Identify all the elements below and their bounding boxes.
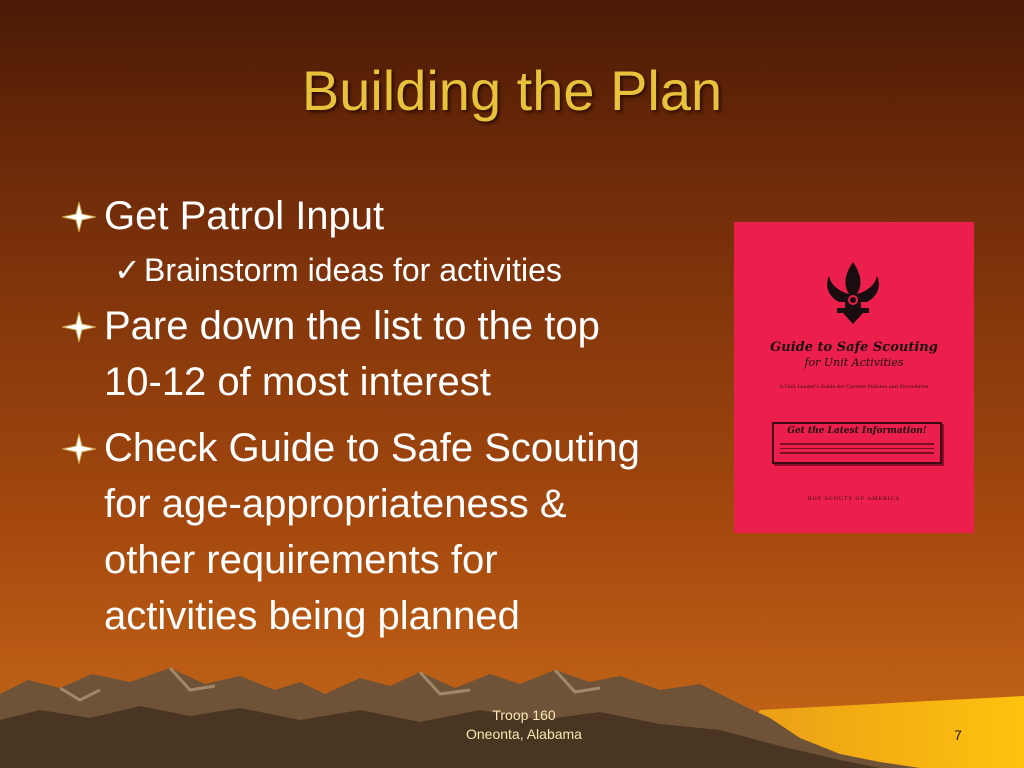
bullet-line: activities being planned [104,594,520,638]
bullet-line: other requirements for [104,538,498,582]
guide-to-safe-scouting-cover-image [734,222,974,533]
bullet-check-guide [62,420,742,644]
book-info-lines [780,440,934,457]
sub-bullet-brainstorm [62,248,742,292]
bullet-pare-down [62,298,742,410]
book-subtitle: for Unit Activities [804,356,904,369]
book-title: Guide to Safe Scouting [770,340,938,355]
bullet-list [62,188,742,644]
slide-title: Building the Plan [301,59,723,122]
book-info-head: Get the Latest Information! [787,426,927,436]
four-point-star-icon [62,202,96,232]
checkmark-icon: ✓ [114,252,141,288]
four-point-star-icon [62,434,96,464]
bullet-line: for age-appropriateness & [104,482,567,526]
footer-line-2: Oneonta, Alabama [466,726,582,742]
fleur-de-lis-icon [823,260,883,326]
bullet-line: Pare down the list to the top [104,304,600,348]
page-number: 7 [954,727,962,743]
book-info-box [772,422,942,464]
book-publisher: BOY SCOUTS OF AMERICA [807,496,901,502]
bullet-get-patrol-input [62,188,742,244]
footer-center [424,706,624,744]
bullet-line: Check Guide to Safe Scouting [104,426,640,470]
book-small-text: A Unit Leader's Guide for Current Policies and Procedures [779,384,929,390]
bullet-text: Get Patrol Input [104,194,385,238]
bullet-line: 10-12 of most interest [104,360,491,404]
four-point-star-icon [62,312,96,342]
sub-bullet-text: Brainstorm ideas for activities [144,252,562,288]
footer-line-1: Troop 160 [492,707,556,723]
